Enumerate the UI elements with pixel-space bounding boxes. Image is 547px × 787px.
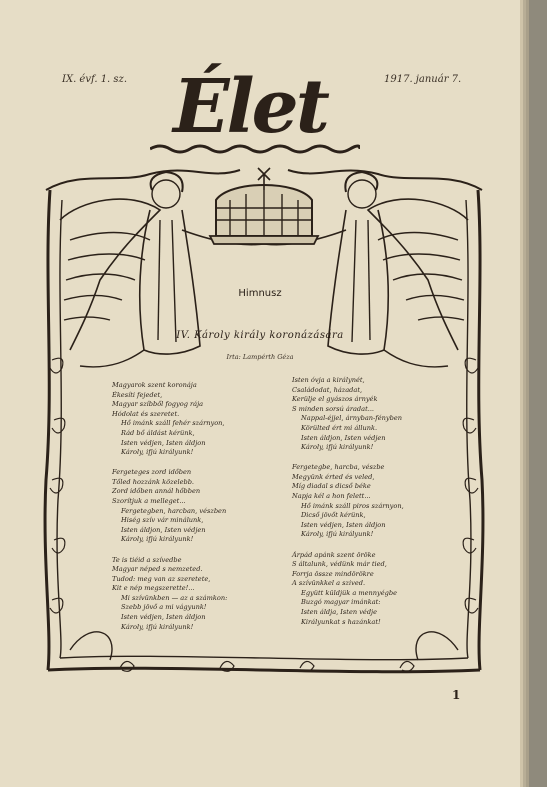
poem-line: Magyar szíbből fogyog rája	[112, 400, 204, 409]
poem-line: Nappal-éjjel, árnyban-fényben	[301, 414, 402, 423]
poem-line: Isten áldjon, Isten védjen	[121, 525, 206, 534]
poem-line: S általunk, védünk már tied,	[292, 560, 387, 569]
poem-stanza	[112, 468, 227, 545]
poem-line: Károly, ifjú királyunk!	[121, 448, 194, 457]
poem-line: Hő imánk száll fehér szárnyon,	[121, 419, 225, 428]
poem-line: Mi szívünkben — az a számkon:	[121, 593, 228, 602]
date-label: 1917. január 7.	[384, 74, 462, 85]
poem-line: Károly, ifjú királyunk!	[121, 535, 194, 544]
poem-line: Családodat, házadat,	[292, 385, 363, 394]
poem-line: Fergeteges zord időben	[112, 468, 192, 477]
poem-stanza	[112, 556, 227, 633]
poem-line: Magyar néped s nemzeted.	[112, 565, 203, 574]
poem-line: Hiség szív vár minálunk,	[121, 516, 204, 525]
poem-line: Zord időben annál hőbben	[112, 487, 201, 496]
poem-line: Károly, ifjú királyunk!	[121, 622, 194, 631]
poem-line: Fergetegben, harcban, vészben	[121, 506, 227, 515]
masthead-wave-ornament	[150, 143, 360, 155]
poem-line: S minden sorsú áradat...	[292, 404, 375, 413]
poem-line: Rád bő áldást kérünk,	[121, 428, 195, 437]
poem-title: Himnusz	[238, 288, 282, 299]
poem-line: Árpád apánk szent öröke	[292, 550, 376, 559]
ornamental-frame-illustration	[40, 160, 488, 680]
poem-line: Ékesíti fejedet,	[112, 390, 163, 399]
poem-line: Isten védjen, Isten áldjon	[121, 438, 206, 447]
poem-stanza	[112, 381, 227, 458]
poem-right-column	[292, 376, 404, 638]
poem-line: Kit e nép megszerette!...	[112, 584, 195, 593]
poem-line: Tőled hozzánk közelebb.	[112, 477, 195, 486]
poem-stanza	[292, 376, 404, 453]
poem-line: Buzgó magyar imánkat:	[301, 598, 381, 607]
poem-line: Hő imánk száll piros szárnyon,	[301, 501, 404, 510]
poem-line: Fergetegbe, harcba, vészbe	[292, 463, 385, 472]
poem-line: Te is tiéid a szívedbe	[112, 555, 182, 564]
poem-left-column	[112, 381, 227, 643]
poem-line: Együtt küldjük a mennyégbe	[301, 588, 398, 597]
poem-subtitle: IV. Károly király koronázására	[176, 330, 344, 341]
poem-line: Forrja össze mindörökre	[292, 569, 374, 578]
poem-line: Királyunkat s hazánkat!	[301, 617, 381, 626]
poem-line: Körülted ért mi állunk.	[301, 423, 378, 432]
poem-line: Napja kél a hon felett...	[292, 492, 371, 501]
poem-line: Tudod: meg van az szeretete,	[112, 574, 211, 583]
poem-line: Isten óvja a királynét,	[292, 376, 365, 384]
page-number: 1	[452, 688, 461, 702]
poem-line: Károly, ifjú királyunk!	[301, 530, 374, 539]
poem-stanza	[292, 551, 404, 628]
poem-line: Míg diadal s dicső béke	[292, 482, 371, 491]
poem-line: Károly, ifjú királyunk!	[301, 443, 374, 452]
issue-label: IX. évf. 1. sz.	[62, 74, 127, 85]
poem-line: Isten áldjon, Isten védjen	[301, 433, 386, 442]
poem-line: Szorítjuk a melleget...	[112, 497, 186, 506]
poem-line: Hódolat és szeretet.	[112, 409, 180, 418]
poem-stanza	[292, 463, 404, 540]
poem-line: A szívünkkel a szived.	[292, 579, 366, 588]
poem-line: Isten áldja, Isten védje	[301, 608, 377, 617]
masthead-title: Élet	[173, 64, 327, 150]
poem-line: Kerülje el gyászos árnyék	[292, 395, 378, 404]
poem-line: Dicső jövőt kérünk,	[301, 511, 366, 520]
poem-line: Megyünk érted és veled,	[292, 472, 375, 481]
poem-line: Isten védjen, Isten áldjon	[301, 520, 386, 529]
poem-line: Szebb jövő a mi vágyunk!	[121, 603, 207, 612]
poem-author: Irta: Lampérth Géza	[226, 353, 294, 361]
poem-line: Magyarok szent koronája	[112, 381, 197, 389]
poem-line: Isten védjen, Isten áldjon	[121, 613, 206, 622]
